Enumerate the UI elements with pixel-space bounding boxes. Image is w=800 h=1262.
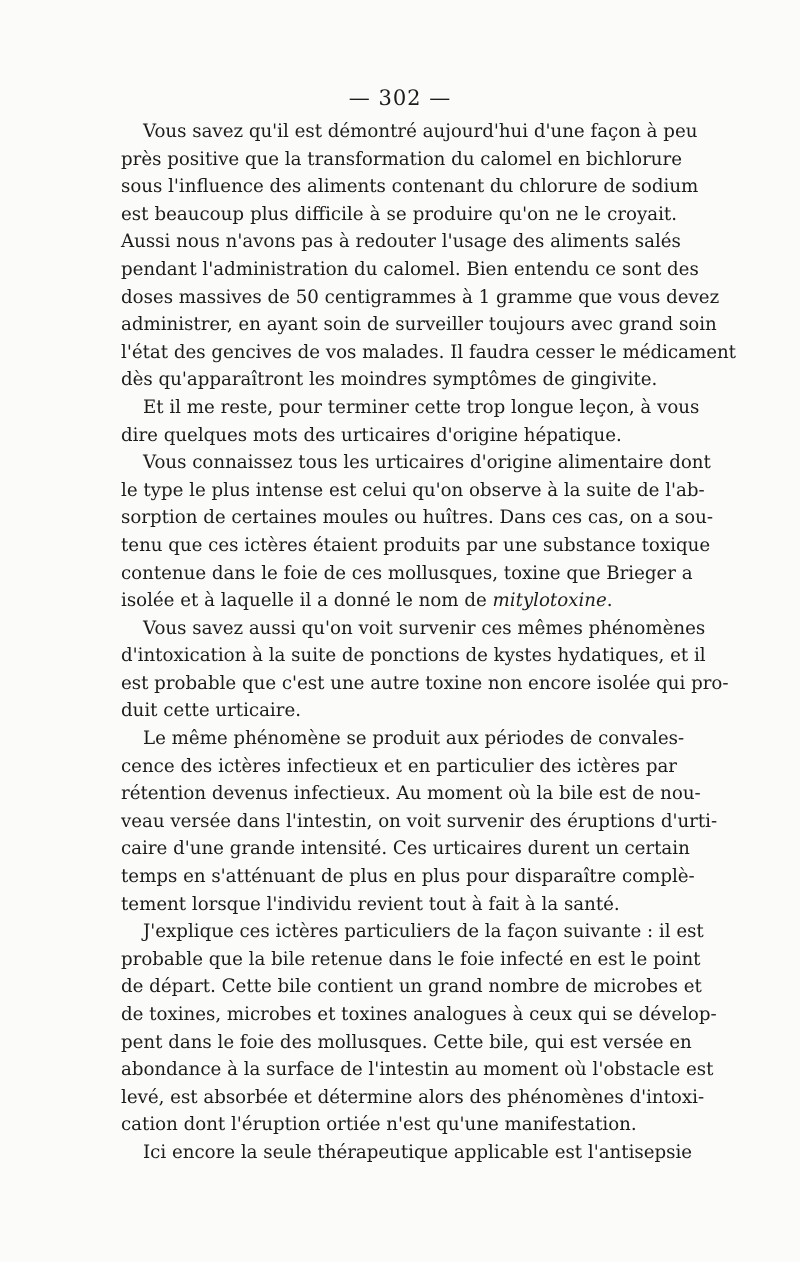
text-line: Vous savez aussi qu'on voit survenir ces mêmes phénomènes [143,617,706,639]
text-line: rétention devenus infectieux. Au moment où la bile est de nou- [121,783,701,805]
text-line [121,587,677,615]
text-line: tenu que ces ictères étaient produits par une substance toxique [121,534,711,556]
text-line: l'état des gencives de vos malades. Il faudra cesser le médicament [121,341,736,363]
paragraph [121,725,718,918]
text-line: Ici encore la seule thérapeutique applicable est l'antisepsie [143,1141,693,1163]
text-line: sous l'influence des aliments contenant du chlorure de sodium [121,176,699,198]
text-line: temps en s'atténuant de plus en plus pour disparaître complè- [121,866,695,888]
text-line: caire d'une grande intensité. Ces urticaires durent un certain [121,838,690,860]
text-line: Et il me reste, pour terminer cette trop longue leçon, à vous [143,396,700,418]
text-line: Vous connaissez tous les urticaires d'origine alimentaire dont [143,452,711,474]
paragraph [121,449,713,615]
text-line: duit cette urticaire. [121,700,301,722]
text-line: pendant l'administration du calomel. Bien entendu ce sont des [121,258,699,280]
text-line: cence des ictères infectieux et en particulier des ictères par [121,755,677,777]
text-fragment: . [606,590,613,612]
body-text [121,118,736,1167]
text-line: le type le plus intense est celui qu'on observe à la suite de l'ab- [121,479,705,501]
text-line: Le même phénomène se produit aux périodes de convales- [143,728,685,750]
text-fragment: isolée et à laquelle il a donné le nom de [121,590,493,612]
paragraph [121,118,736,394]
text-line: doses massives de 50 centigrammes à 1 gramme que vous devez [121,286,720,308]
text-line: contenue dans le foie de ces mollusques, toxine que Brieger a [121,562,693,584]
text-line: dire quelques mots des urticaires d'origine hépatique. [121,424,622,446]
text-line: veau versée dans l'intestin, on voit survenir des éruptions d'urti- [121,810,718,832]
text-line: Aussi nous n'avons pas à redouter l'usage des aliments salés [121,231,681,253]
text-line: est probable que c'est une autre toxine non encore isolée qui pro- [121,672,729,694]
text-line: probable que la bile retenue dans le foie infecté en est le point [121,948,701,970]
text-line: administrer, en ayant soin de surveiller toujours avec grand soin [121,314,717,336]
text-line: de toxines, microbes et toxines analogues à ceux qui se dévelop- [121,1004,717,1025]
text-line: est beaucoup plus difficile à se produire qu'on ne le croyait. [121,203,677,225]
text-line: levé, est absorbée et détermine alors des phénomènes d'intoxi- [121,1086,705,1108]
text-line: Vous savez qu'il est démontré aujourd'hui d'une façon à peu [143,121,698,142]
page-number: — 302 — [348,86,452,110]
text-line: cation dont l'éruption ortiée n'est qu'une manifestation. [121,1114,637,1136]
text-line: J'explique ces ictères particuliers de la façon suivante : il est [143,921,704,943]
paragraph [121,918,717,1139]
text-line: d'intoxication à la suite de ponctions de kystes hydatiques, et il [121,645,706,667]
text-line: près positive que la transformation du calomel en bichlorure [121,148,682,170]
text-line: tement lorsque l'individu revient tout à fait à la santé. [121,893,620,915]
text-line: abondance à la surface de l'intestin au moment où l'obstacle est [121,1059,714,1081]
paragraph [121,615,729,725]
paragraph [121,394,700,449]
paragraph [121,1139,693,1167]
text-line: sorption de certaines moules ou huîtres. Dans ces cas, on a sou- [121,507,713,529]
text-line: dès qu'apparaîtront les moindres symptômes de gingivite. [121,369,658,391]
text-line: de départ. Cette bile contient un grand nombre de microbes et [121,976,702,998]
italic-term: mitylotoxine [492,590,607,612]
text-line: pent dans le foie des mollusques. Cette bile, qui est versée en [121,1031,692,1053]
